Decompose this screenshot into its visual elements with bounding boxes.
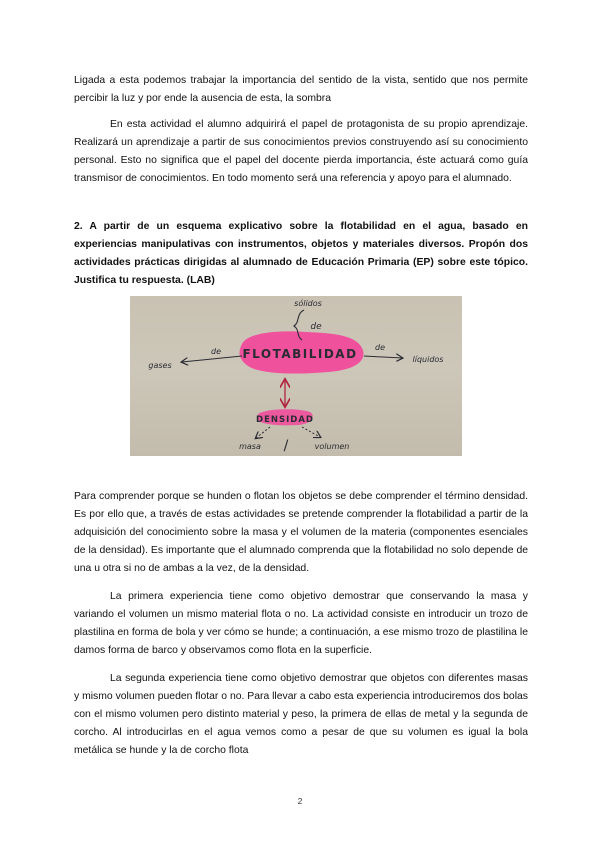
diagram-left-connector: de — [211, 347, 221, 356]
paragraph-segunda-experiencia: La segunda experiencia tiene como objetivo demostrar que objetos con diferentes masas y mismo volumen pueden flotar o no. Para llevar a cabo esta experiencia introduciremos dos bolas con el mismo volumen pero distinto material y peso, la primera de ellas de metal y la segunda de corcho. Al introducirlas en el agua vemos como a pesar de que su volumen es igual la bola metálica se hunde y la de corcho flota — [74, 673, 528, 756]
diagram-top-label: sólidos — [294, 299, 322, 308]
diagram-bottom-label: DENSIDAD — [256, 415, 314, 425]
paragraph-protagonista: En esta actividad el alumno adquirirá el papel de protagonista de su propio aprendizaje. Realizará un aprendizaje a partir de sus conocimientos previos construyendo así su conocimiento personal. Esto no significa que el papel del docente pierda importancia, éste actuará como guía transmisor de conocimientos. En todo momento será una referencia y apoyo para el alumnado. — [74, 119, 528, 184]
diagram-top-connector: de — [310, 322, 322, 332]
page-number: 2 — [297, 796, 303, 806]
diagram-bottom-right-label: volumen — [314, 442, 350, 451]
diagram-left-label: gases — [148, 361, 172, 370]
paragraph-densidad: Para comprender porque se hunden o flotan los objetos se debe comprender el término densidad. Es por ello que, a través de estas actividades se pretende comprender la flotabilidad a partir de la adquisición del conocimiento sobre la masa y el volumen de la materia (componentes esenciales de la densidad). Es importante que el alumnado comprenda que la flotabilidad no solo depende de una u otra si no de ambas a la vez, de la densidad. — [74, 491, 528, 574]
paragraph-vista: Ligada a esta podemos trabajar la importancia del sentido de la vista, sentido que nos permite percibir la luz y por ende la ausencia de esta, la sombra — [74, 75, 528, 104]
diagram-right-label: líquidos — [412, 355, 444, 364]
diagram-bottom-left-label: masa — [239, 442, 261, 451]
diagram-right-connector: de — [375, 343, 385, 352]
diagram-center-label: FLOTABILIDAD — [242, 347, 358, 361]
paragraph-primera-experiencia: La primera experiencia tiene como objetivo demostrar que conservando la masa y variando el volumen un mismo material flota o no. La actividad consiste en introducir un trozo de plastilina en forma de bola y ver cómo se hunde; a continuación, a ese mismo trozo de plastilina le damos forma de barco y observamos como flota en la superficie. — [74, 591, 528, 656]
flotabilidad-diagram — [130, 296, 462, 456]
document-body — [74, 72, 528, 760]
question-2: 2. A partir de un esquema explicativo sobre la flotabilidad en el agua, basado en experiencias manipulativas con instrumentos, objetos y materiales diversos. Propón dos actividades prácticas dirigidas al alumnado de Educación Primaria (EP) sobre este tópico. Justifica tu respuesta. (LAB) — [74, 221, 528, 286]
diagram-bottom-separator: / — [283, 438, 289, 454]
diagram-svg — [130, 296, 462, 456]
